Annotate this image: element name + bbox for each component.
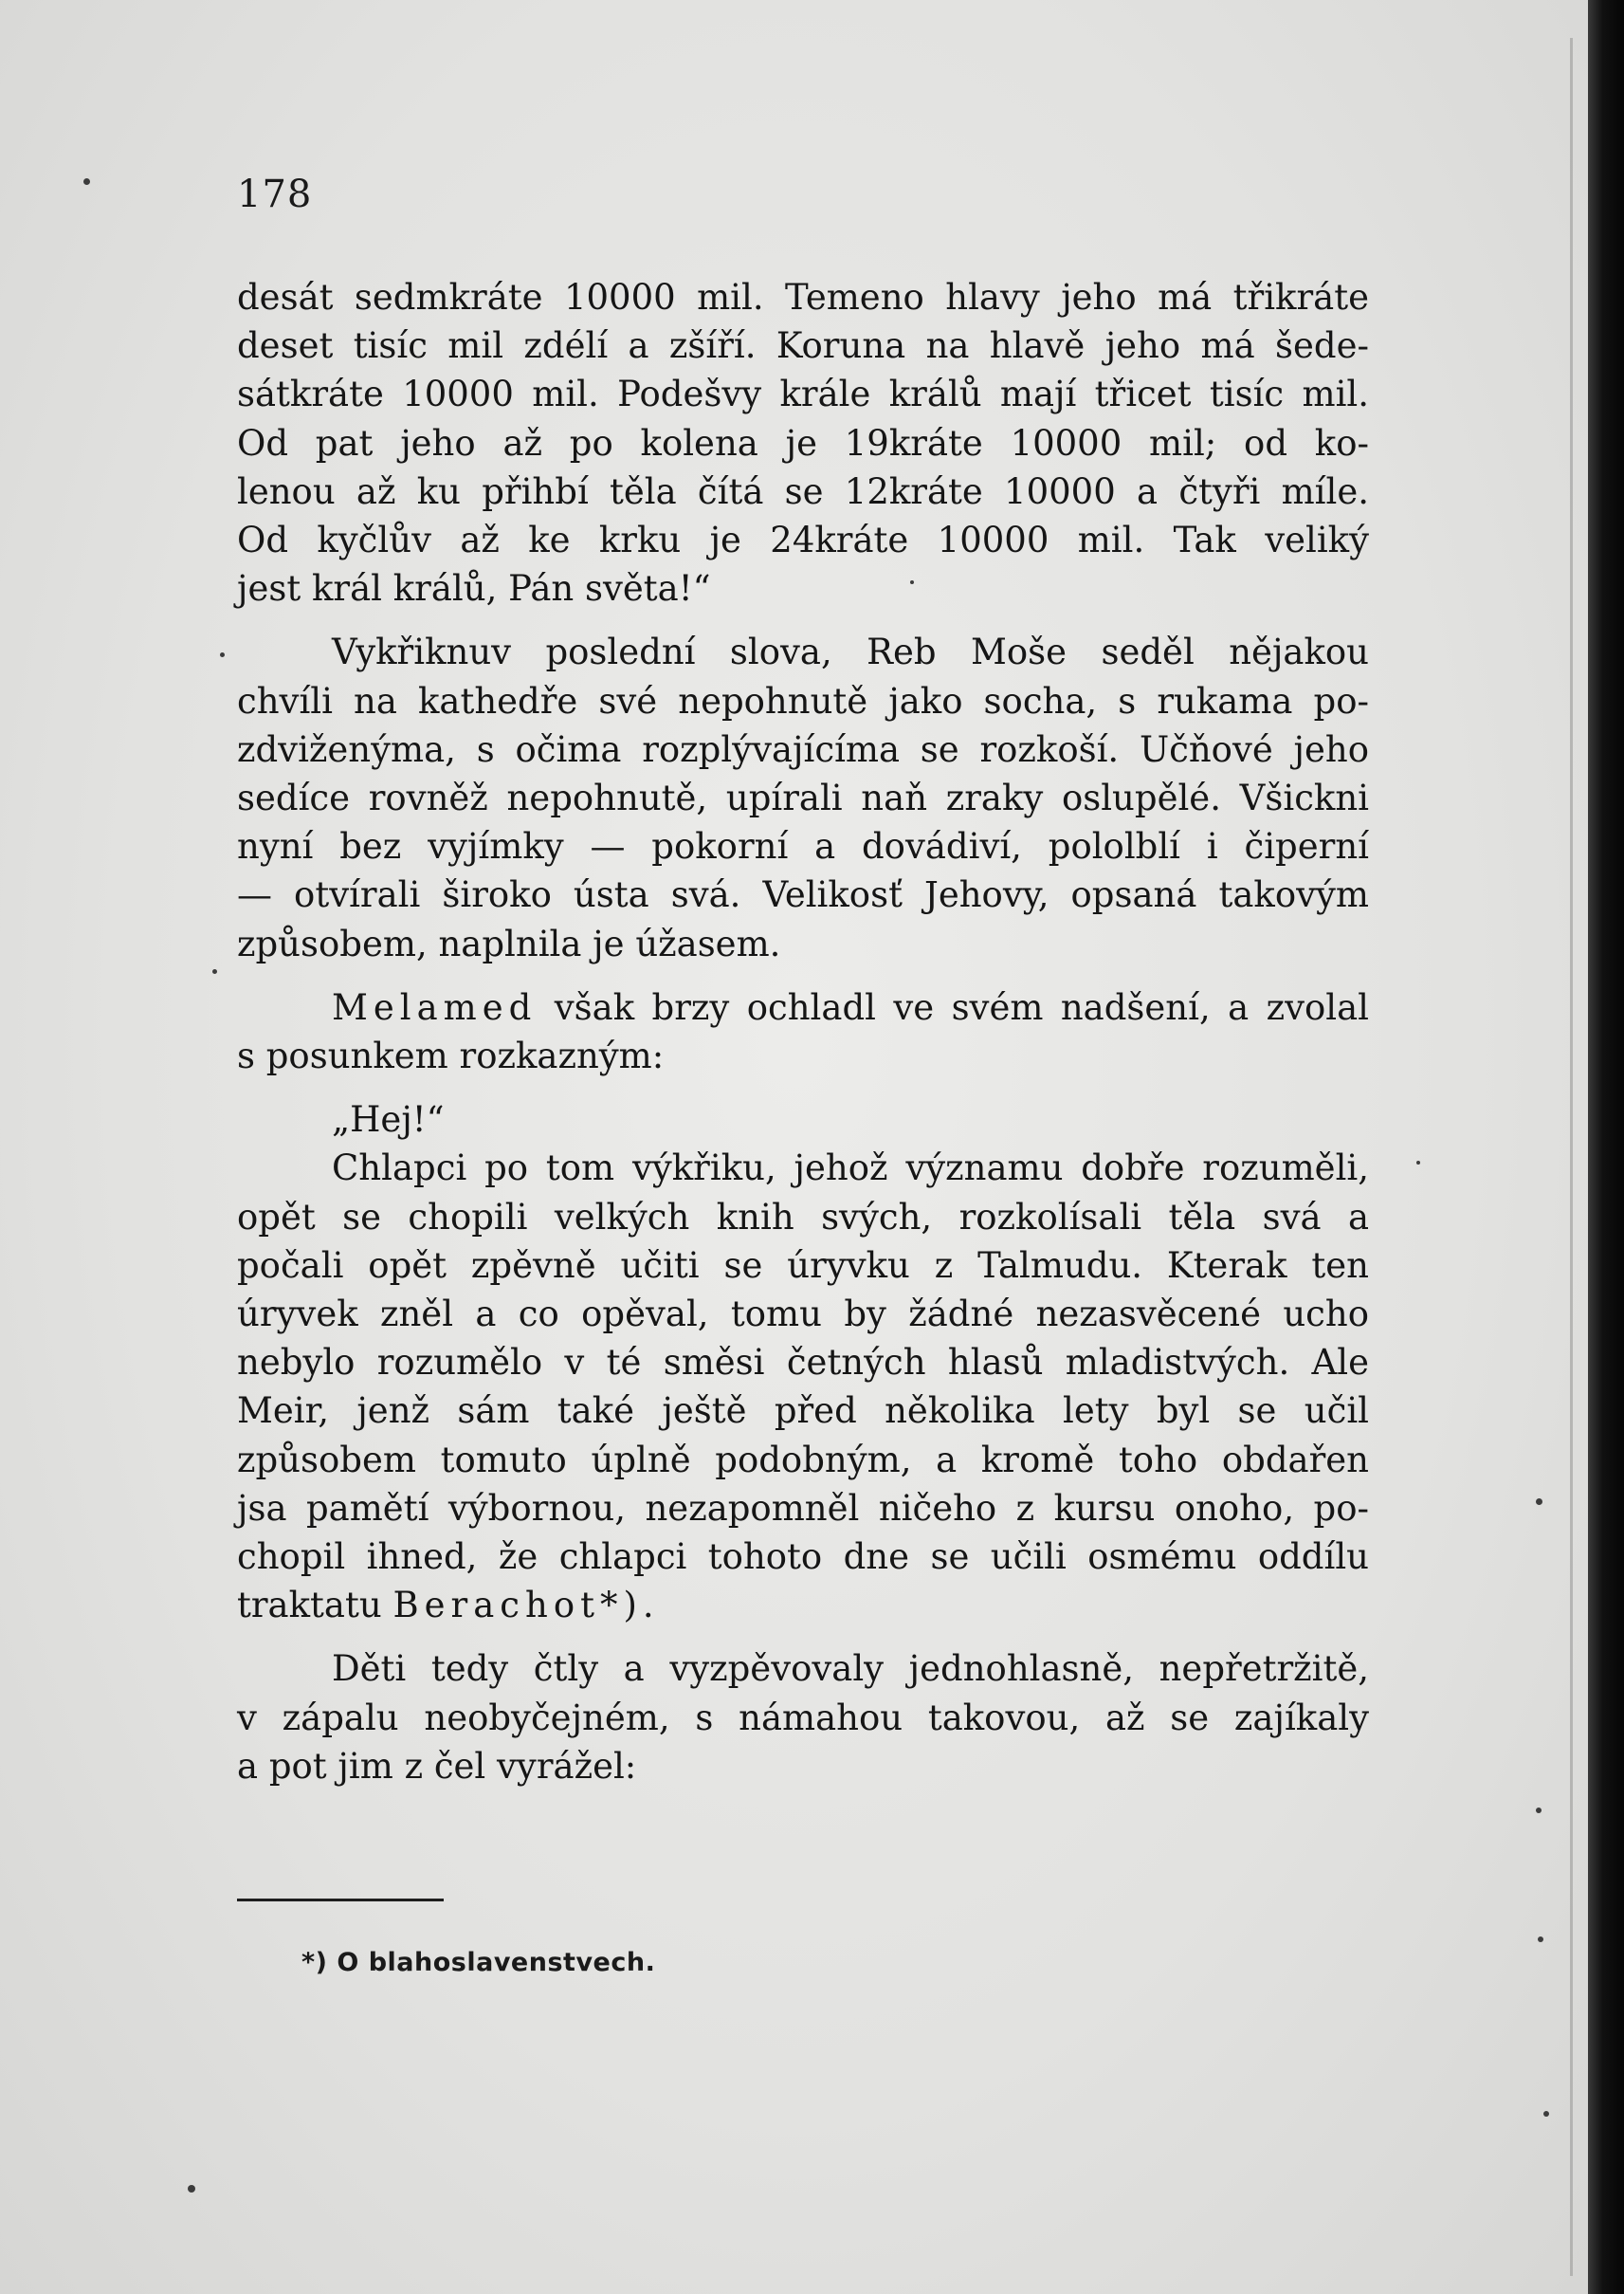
text-line: nebylo rozumělo v té směsi četných hlasů mladistvých. Ale — [237, 1342, 1369, 1384]
spaced-word: Melamed — [332, 986, 538, 1028]
text-line: Od kyčlův až ke krku je 24kráte 10000 mil. Tak veliký — [237, 520, 1369, 561]
text-line: chopil ihned, že chlapci tohoto dne se učili osmému oddílu — [237, 1536, 1369, 1578]
scan-speck — [1538, 1936, 1543, 1942]
text-line: opět se chopili velkých knih svých, rozkolísali těla svá a — [237, 1196, 1369, 1238]
text-line: — otvírali široko ústa svá. Velikosť Jehovy, opsaná takovým — [237, 874, 1369, 916]
scan-speck — [1416, 1161, 1420, 1165]
text-line: sátkráte 10000 mil. Podešvy krále králů mají třicet tisíc mil. — [237, 374, 1369, 415]
text-line: zdviženýma, s očima rozplývajícíma se rozkoší. Učňové jeho — [237, 728, 1369, 770]
text-line: a pot jim z čel vyrážel: — [237, 1745, 637, 1787]
spaced-word: Berachot*). — [392, 1585, 660, 1626]
page-edge-shadow — [1570, 38, 1573, 2276]
footnote: *) O blahoslavenstvech. — [301, 1948, 656, 1977]
scan-speck — [83, 178, 90, 185]
text-line: Od pat jeho až po kolena je 19kráte 10000 mil; od ko- — [237, 422, 1369, 464]
text-line: způsobem, naplnila je úžasem. — [237, 923, 781, 964]
text-line: s posunkem rozkazným: — [237, 1036, 665, 1077]
text-line: deset tisíc mil zdélí a zšíří. Koruna na hlavě jeho má šede- — [237, 325, 1369, 367]
text-line: lenou až ku přihbí těla čítá se 12kráte 10000 a čtyři míle. — [237, 470, 1369, 512]
text-line: Chlapci po tom výkřiku, jehož významu dobře rozuměli, — [332, 1147, 1369, 1189]
text-line: počali opět zpěvně učiti se úryvku z Talmudu. Kterak ten — [237, 1244, 1369, 1286]
body-text — [237, 273, 1369, 1790]
scan-speck — [1536, 1808, 1542, 1813]
footnote-divider — [237, 1899, 444, 1901]
text-line: v zápalu neobyčejném, s námahou takovou, až se zajíkaly — [237, 1697, 1369, 1738]
text-line — [237, 1581, 1369, 1629]
scan-speck — [1536, 1498, 1542, 1505]
text-line: jsa pamětí výbornou, nezapomněl ničeho z kursu onoho, po- — [237, 1487, 1369, 1529]
text-line: nyní bez vyjímky — pokorní a dovádiví, pololblí i čiperní — [237, 826, 1369, 868]
text-fragment: traktatu — [237, 1585, 382, 1626]
paragraph-gap — [237, 968, 1369, 983]
text-line: jest král králů, Pán světa!“ — [237, 568, 711, 610]
paragraph-gap — [237, 1080, 1369, 1095]
text-line: Vykřiknuv poslední slova, Reb Moše seděl nějakou — [332, 632, 1369, 673]
text-line: způsobem tomuto úplně podobným, a kromě toho obdařen — [237, 1439, 1369, 1480]
scan-border — [1588, 0, 1624, 2294]
page-number: 178 — [237, 173, 313, 216]
text-line: chvíli na kathedře své nepohnutě jako socha, s rukama po- — [237, 680, 1369, 722]
scan-speck — [910, 580, 914, 584]
text-line: Děti tedy čtly a vyzpěvovaly jednohlasně, nepřetržitě, — [332, 1648, 1369, 1690]
text-line — [237, 983, 1369, 1032]
text-line: desát sedmkráte 10000 mil. Temeno hlavy jeho má třikráte — [237, 277, 1369, 318]
scan-speck — [212, 969, 217, 974]
text-line: sedíce rovněž nepohnutě, upírali naň zraky oslupělé. Všickni — [237, 778, 1369, 819]
text-line: „Hej!“ — [332, 1099, 445, 1141]
scan-speck — [188, 2185, 195, 2193]
scan-speck — [220, 652, 225, 657]
text-line: Meir, jenž sám také ještě před několika lety byl se učil — [237, 1390, 1369, 1432]
scan-speck — [1543, 2111, 1549, 2117]
text-line: úryvek zněl a co opěval, tomu by žádné nezasvěcené ucho — [237, 1294, 1369, 1335]
text-fragment: však brzy ochladl ve svém nadšení, a zvolal — [554, 986, 1370, 1028]
paragraph-gap — [237, 613, 1369, 628]
paragraph-gap — [237, 1629, 1369, 1644]
